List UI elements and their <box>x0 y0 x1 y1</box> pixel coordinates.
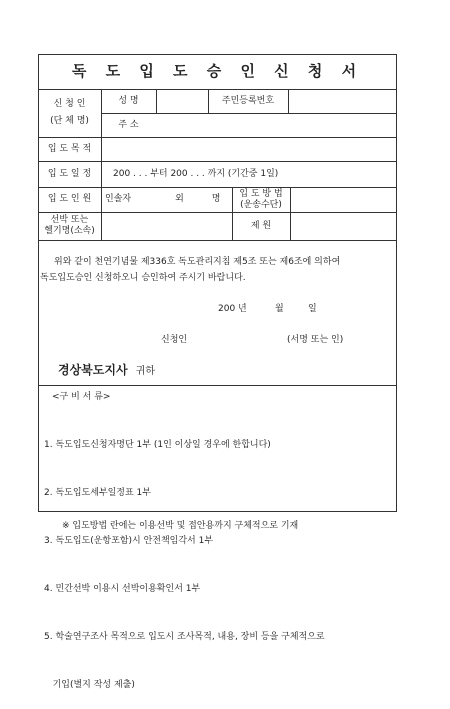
applicant-label-cell <box>38 89 101 137</box>
purpose-field[interactable] <box>101 137 397 161</box>
date-year: 200 년 <box>218 304 247 314</box>
name-field[interactable] <box>156 89 208 113</box>
id-number-label: 주민등록번호 <box>221 95 275 106</box>
rule <box>38 385 397 386</box>
signer-label: 신청인 <box>161 335 188 345</box>
applicant-label: 신 청 인 <box>53 99 86 109</box>
persons-other: 외 <box>175 194 184 204</box>
specs-field[interactable] <box>290 212 397 240</box>
specs-label: 제 원 <box>250 220 272 231</box>
vessel-label-cell <box>38 212 101 240</box>
recipient-suffix: 귀하 <box>135 366 155 377</box>
vessel-label: 선박 또는 <box>50 215 89 225</box>
method-label-cell <box>232 187 290 212</box>
docs-item: 2. 독도입도세부일정표 1부 <box>44 488 151 498</box>
vessel-field[interactable] <box>101 212 232 240</box>
form-title: 독 도 입 도 승 인 신 청 서 <box>71 62 364 80</box>
purpose-label: 입 도 목 적 <box>47 143 92 154</box>
date-day: 일 <box>308 304 317 314</box>
statement-line-2: 독도입도승인 신청하오니 승인하여 주시기 바랍니다. <box>40 273 246 283</box>
id-number-field[interactable] <box>288 89 397 113</box>
sign-note[interactable]: (서명 또는 인) <box>287 335 344 345</box>
method-label-sub: (운송수단) <box>240 199 282 210</box>
docs-item: 1. 독도입도신청자명단 1부 (1인 이상일 경우에 한합니다) <box>44 440 271 450</box>
docs-item: 5. 학술연구조사 목적으로 입도시 조사목적, 내용, 장비 등을 구체적으로 <box>44 632 325 642</box>
docs-item: 3. 독도입도(운항포함)시 안전책임각서 1부 <box>44 536 214 546</box>
vessel-label-sub: 헬기명(소속) <box>44 226 95 236</box>
docs-header: <구 비 서 류> <box>52 392 111 402</box>
schedule-label: 입 도 일 정 <box>47 168 92 179</box>
rule <box>38 240 397 241</box>
recipient-line <box>58 359 155 378</box>
address-label: 주 소 <box>118 119 139 130</box>
recipient: 경상북도지사 <box>58 363 128 377</box>
address-field[interactable] <box>156 113 397 137</box>
statement-line-1: 위와 같이 천연기념물 제336호 독도관리지침 제5조 또는 제6조에 의하여 <box>54 257 341 267</box>
docs-list <box>44 405 325 709</box>
persons-unit: 명 <box>211 194 221 204</box>
method-field[interactable] <box>290 187 397 212</box>
name-label: 성 명 <box>118 95 139 106</box>
date-month: 월 <box>275 304 284 314</box>
method-label: 입 도 방 법 <box>239 188 283 199</box>
docs-item: 4. 민간선박 이용시 선박이용확인서 1부 <box>44 584 201 594</box>
footnote: ※ 입도방법 란에는 이용선박 및 접안용까지 구체적으로 기재 <box>62 521 299 531</box>
applicant-label-sub: (단 체 명) <box>50 116 89 126</box>
schedule-field[interactable]: 200 . . . 부터 200 . . . 까지 (기간중 1일) <box>113 168 279 179</box>
persons-field[interactable] <box>101 187 232 212</box>
persons-label: 입 도 인 원 <box>47 194 92 204</box>
docs-item: 기입(별지 작성 제출) <box>44 680 135 690</box>
leader-label: 인솔자 <box>105 194 132 204</box>
